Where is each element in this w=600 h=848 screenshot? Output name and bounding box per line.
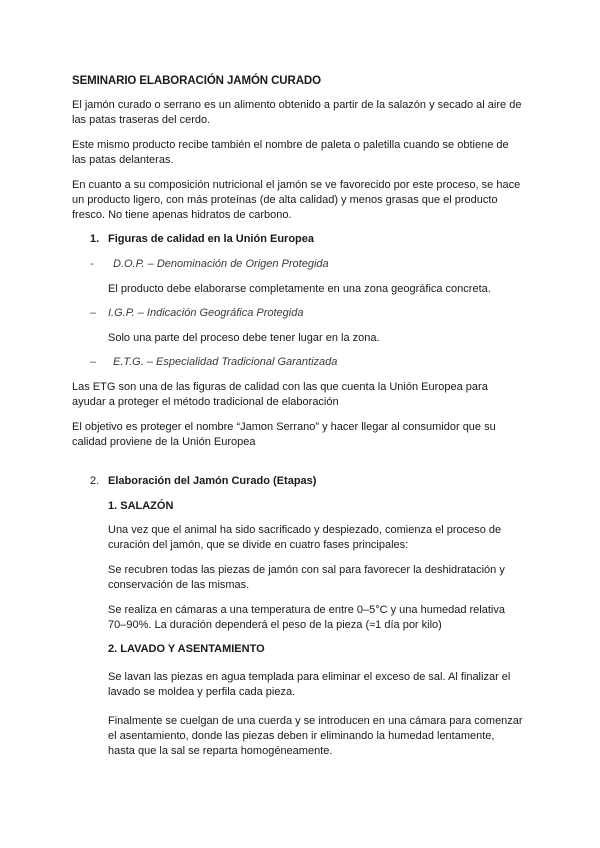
etg-p1-line2: ayudar a proteger el método tradicional de elaboración bbox=[72, 396, 339, 408]
step1-heading: 1. SALAZÓN bbox=[108, 500, 174, 512]
step2-p1-line1: Se lavan las piezas en agua templada para eliminar el exceso de sal. Al finalizar el bbox=[108, 671, 511, 683]
section2-number: 2. bbox=[90, 475, 100, 487]
step2-p2-line2: el asentamiento, donde las piezas deben ir eliminando la humedad lentamente, bbox=[108, 730, 495, 742]
step2-heading: 2. LAVADO Y ASENTAMIENTO bbox=[108, 643, 265, 655]
step2-p2-line1: Finalmente se cuelgan de una cuerda y se introducen en una cámara para comenzar bbox=[108, 715, 523, 727]
etg-p1-line1: Las ETG son una de las figuras de calidad con las que cuenta la Unión Europea para bbox=[72, 381, 488, 393]
step1-p3-line2: 70–90%. La duración dependerá el peso de la pieza (≈1 día por kilo) bbox=[108, 619, 442, 631]
step2-p1-line2: lavado se moldea y perfila cada pieza. bbox=[108, 686, 296, 698]
dash-bullet: - bbox=[90, 258, 94, 270]
step1-p2-line1: Se recubren todas las piezas de jamón con sal para favorecer la deshidratación y bbox=[108, 564, 505, 576]
section1-heading: Figuras de calidad en la Unión Europea bbox=[108, 233, 314, 245]
intro-p2-line1: Este mismo producto recibe también el nombre de paleta o paletilla cuando se obtiene de bbox=[72, 139, 509, 151]
section1-number: 1. bbox=[90, 233, 100, 245]
dash-bullet: – bbox=[90, 307, 97, 319]
section2-heading: Elaboración del Jamón Curado (Etapas) bbox=[108, 475, 317, 487]
dash-bullet: – bbox=[90, 356, 97, 368]
dop-description: El producto debe elaborarse completamente en una zona geográfica concreta. bbox=[108, 283, 491, 295]
step1-p3-line1: Se realiza en cámaras a una temperatura de entre 0–5°C y una humedad relativa bbox=[108, 604, 505, 616]
dop-term: D.O.P. – Denominación de Origen Protegida bbox=[113, 258, 329, 270]
igp-term: I.G.P. – Indicación Geográfica Protegida bbox=[108, 307, 304, 319]
step2-p2-line3: hasta que la sal se reparta homogéneamente. bbox=[108, 745, 333, 757]
step1-p1-line1: Una vez que el animal ha sido sacrificado y despiezado, comienza el proceso de bbox=[108, 524, 502, 536]
igp-description: Solo una parte del proceso debe tener lugar en la zona. bbox=[108, 332, 380, 344]
step1-p2-line2: conservación de las mismas. bbox=[108, 579, 250, 591]
etg-p2-line2: calidad proviene de la Unión Europea bbox=[72, 436, 256, 448]
etg-p2-line1: El objetivo es proteger el nombre “Jamon Serrano” y hacer llegar al consumidor que su bbox=[72, 421, 496, 433]
document-title: SEMINARIO ELABORACIÓN JAMÓN CURADO bbox=[72, 75, 321, 87]
intro-p1-line2: las patas traseras del cerdo. bbox=[72, 114, 211, 126]
intro-p3-line2: un producto ligero, con más proteínas (de alta calidad) y menos grasas que el producto bbox=[72, 194, 498, 206]
intro-p1-line1: El jamón curado o serrano es un alimento obtenido a partir de la salazón y secado al aire de bbox=[72, 99, 522, 111]
intro-p3-line1: En cuanto a su composición nutricional el jamón se ve favorecido por este proceso, se hace bbox=[72, 179, 521, 191]
intro-p3-line3: fresco. No tiene apenas hidratos de carbono. bbox=[72, 209, 292, 221]
etg-term: E.T.G. – Especialidad Tradicional Garantizada bbox=[113, 356, 338, 368]
step1-p1-line2: curación del jamón, que se divide en cuatro fases principales: bbox=[108, 539, 409, 551]
intro-p2-line2: las patas delanteras. bbox=[72, 154, 174, 166]
